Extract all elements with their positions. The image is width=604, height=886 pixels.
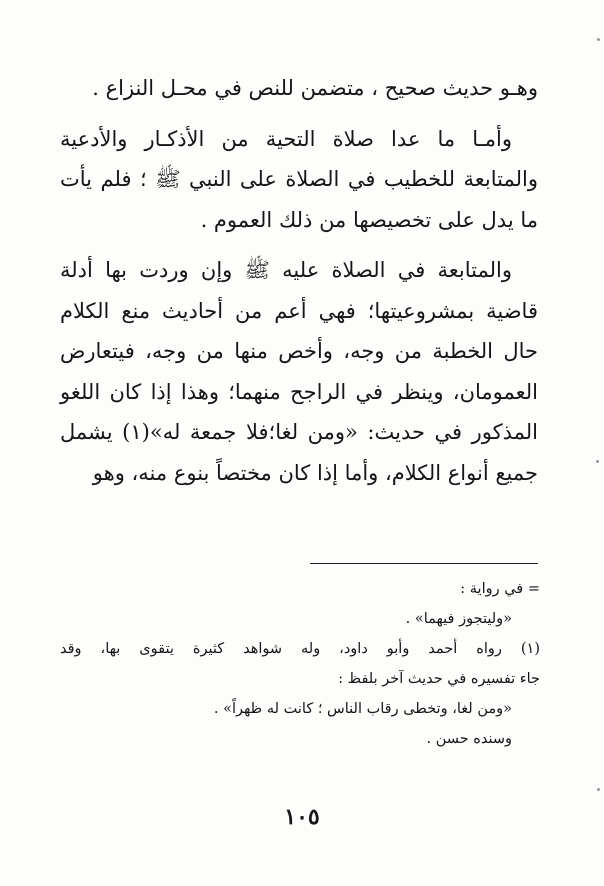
main-text (60, 68, 538, 503)
paragraph-1: وهـو حديث صحيح ، متضمن للنص في محـل النزاع . (92, 76, 538, 100)
footnote-1-quote: «ومن لغا، وتخطى رقاب الناس ؛ كانت له ظهراً» . (213, 701, 512, 717)
paragraph-3: والمتابعة في الصلاة عليه ﷺ وإن وردت بها أدلة قاضية بمشروعيتها؛ فهي أعم من أحاديث منع الكلام حال الخطبة من وجه، وأخص منها من وجه، فيتعارض العمومان، وينظر في الراجح منهما؛ وهذا إذا كان اللغو المذكور في حديث: «ومن لغا؛فلا جمعة له»(١) يشمل جميع أنواع الكلام، وأما إذا كان مختصاً بنوع منه، وهو (60, 258, 538, 485)
footnote-separator (310, 563, 538, 564)
scan-speck (597, 788, 600, 791)
footnote-1-line-2: جاء تفسيره في حديث آخر بلفظ : (338, 671, 540, 687)
footnote-continuation-quote: «وليتجوز فيهما» . (405, 611, 512, 627)
scan-speck (596, 460, 599, 463)
footnote-continuation-label: = في رواية : (460, 581, 540, 597)
footnote-1-line-1: (١) رواه أحمد وأبو داود، وله شواهد كثيرة يتقوى بها، وقد (60, 641, 540, 657)
page-number: ١٠٥ (284, 804, 320, 830)
footnotes (60, 574, 540, 754)
footnote-1-grade: وسنده حسن . (426, 731, 512, 747)
scan-speck (597, 38, 600, 41)
paragraph-2: وأمـا ما عدا صلاة التحية من الأذكـار والأدعية والمتابعة للخطيب في الصلاة على النبي ﷺ ؛ فلم يأت ما يدل على تخصيصها من ذلك العموم . (60, 126, 538, 232)
